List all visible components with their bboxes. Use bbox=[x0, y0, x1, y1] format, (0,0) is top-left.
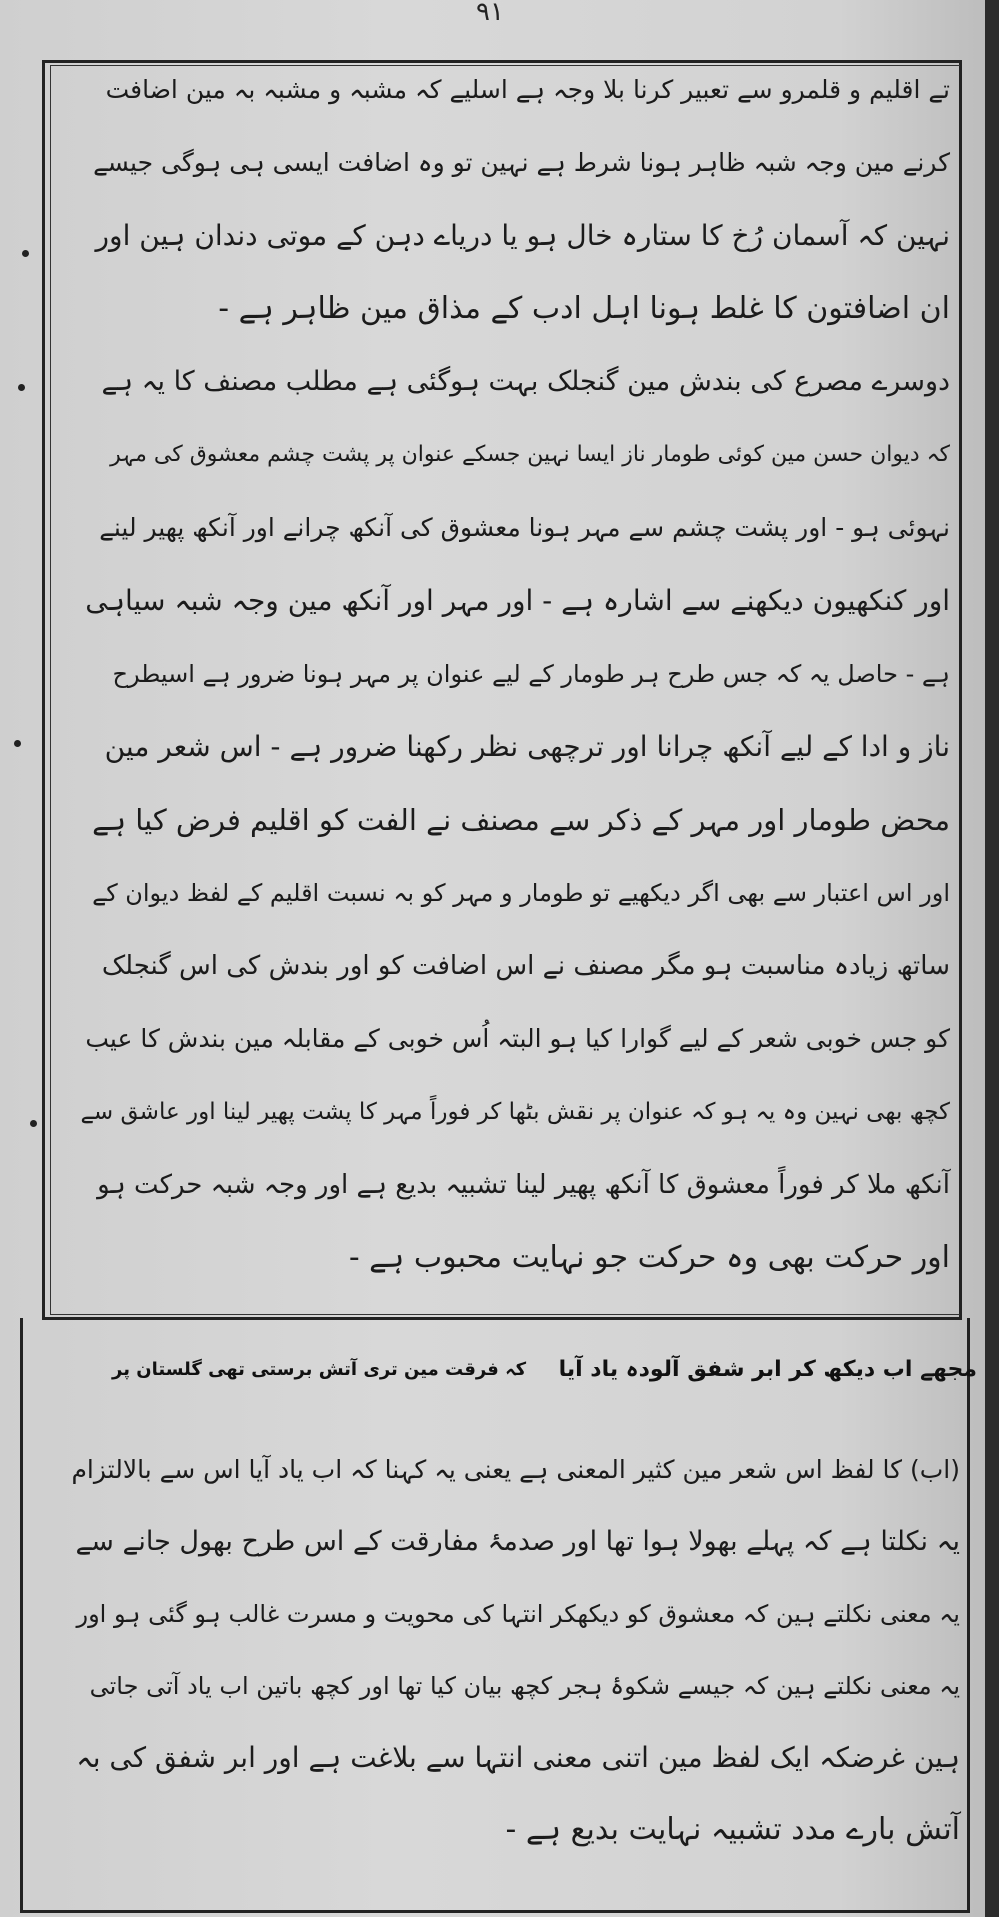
text-line: نہوئی ہو - اور پشت چشم سے مہر ہونا معشوق کی آنکھ چرانے اور آنکھ پھیر لینے bbox=[99, 513, 950, 542]
text-line: نہین کہ آسمان رُخ کا ستارہ خال ہو یا دریاے دہن کے موتی دندان ہین اور bbox=[95, 219, 950, 252]
text-line: محض طومار اور مہر کے ذکر سے مصنف نے الفت کو اقلیم فرض کیا ہے bbox=[92, 803, 950, 837]
book-gutter-edge bbox=[985, 0, 999, 1917]
main-paragraph bbox=[80, 70, 950, 1310]
page-number: ٩١ bbox=[476, 0, 504, 27]
margin-dot bbox=[14, 740, 21, 747]
margin-dot bbox=[22, 250, 29, 257]
verse-second-hemistich: کہ فرقت مین تری آتش برستی تھی گلستان پر bbox=[112, 1359, 527, 1380]
text-line: یہ معنی نکلتے ہین کہ جیسے شکوۂ ہجر کچھ بیان کیا تھا اور کچھ باتین اب یاد آتی جاتی bbox=[89, 1672, 960, 1700]
verse-first-hemistich: مجھے اب دیکھ کر ابر شفق آلودہ یاد آیا bbox=[558, 1357, 977, 1382]
text-line: کہ دیوان حسن مین کوئی طومار ناز ایسا نہین جسکے عنوان پر پشت چشم معشوق کی مہر bbox=[110, 442, 950, 467]
text-line: آتش بارے مدد تشبیہ نہایت بدیع ہے - bbox=[505, 1812, 960, 1847]
text-line: آنکھ ملا کر فوراً معشوق کا آنکھ پھیر لینا تشبیہ بدیع ہے اور وجہ شبہ حرکت ہو bbox=[97, 1170, 950, 1200]
text-line: یہ نکلتا ہے کہ پہلے بھولا ہوا تھا اور صدمۂ مفارقت کے اس طرح بھول جانے سے bbox=[75, 1526, 960, 1557]
margin-dot bbox=[18, 384, 25, 391]
text-line: یہ معنی نکلتے ہین کہ معشوق کو دیکھکر انتہا کی محویت و مسرت غالب ہو گئی ہو اور bbox=[76, 1600, 960, 1628]
margin-dot bbox=[30, 1120, 37, 1127]
text-line: کچھ بھی نہین وہ یہ ہو کہ عنوان پر نقش بٹھا کر فوراً مہر کا پشت پھیر لینا اور عاشق سے bbox=[80, 1099, 950, 1125]
text-line: ان اضافتون کا غلط ہونا اہل ادب کے مذاق مین ظاہر ہے - bbox=[218, 291, 950, 326]
text-line: کو جس خوبی شعر کے لیے گوارا کیا ہو البتہ اُس خوبی کے مقابلہ مین بندش کا عیب bbox=[85, 1024, 950, 1053]
text-line: تے اقلیم و قلمرو سے تعبیر کرنا بلا وجہ ہے اسلیے کہ مشبہ و مشبہ بہ مین اضافت bbox=[105, 75, 950, 104]
text-line: ناز و ادا کے لیے آنکھ چرانا اور ترچھی نظر رکھنا ضرور ہے - اس شعر مین bbox=[104, 730, 950, 763]
text-line: ساتھ زیادہ مناسبت ہو مگر مصنف نے اس اضافت کو اور بندش کی اس گنجلک bbox=[101, 951, 950, 981]
text-line: ہے - حاصل یہ کہ جس طرح ہر طومار کے لیے عنوان پر مہر ہونا ضرور ہے اسیطرح bbox=[112, 660, 950, 688]
text-line: دوسرے مصرع کی بندش مین گنجلک بہت ہوگئی ہے مطلب مصنف کا یہ ہے bbox=[101, 366, 950, 397]
text-line: کرنے مین وجہ شبہ ظاہر ہونا شرط ہے نہین تو وہ اضافت ایسی ہی ہوگی جیسے bbox=[93, 148, 950, 177]
text-line: اور اس اعتبار سے بھی اگر دیکھیے تو طومار و مہر کو بہ نسبت اقلیم کے لفظ دیوان کے bbox=[92, 879, 950, 907]
text-line: ہین غرضکہ ایک لفظ مین اتنی معنی انتہا سے بلاغت ہے اور ابر شفق کی بہ bbox=[76, 1741, 960, 1774]
commentary-paragraph bbox=[60, 1450, 960, 1900]
text-line: (اب) کا لفظ اس شعر مین کثیر المعنی ہے یعنی یہ کہنا کہ اب یاد آیا اس سے بالالتزام bbox=[71, 1455, 960, 1484]
text-line: اور حرکت بھی وہ حرکت جو نہایت محبوب ہے - bbox=[348, 1240, 950, 1275]
verse-couplet bbox=[22, 1340, 977, 1400]
text-line: اور کنکھیون دیکھنے سے اشارہ ہے - اور مہر اور آنکھ مین وجہ شبہ سیاہی bbox=[85, 584, 950, 617]
